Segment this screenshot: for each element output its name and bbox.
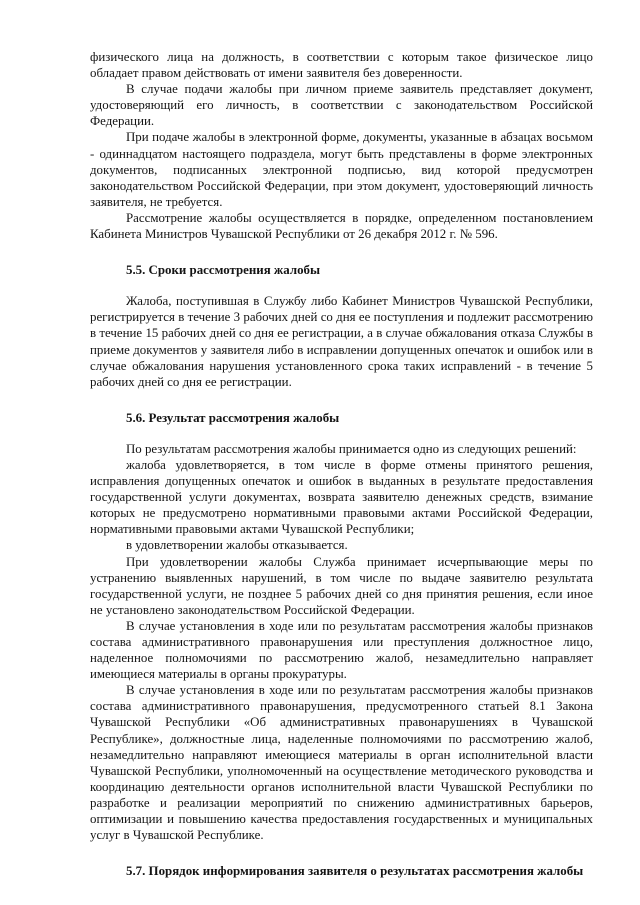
paragraph-decisions-intro: По результатам рассмотрения жалобы принимается одно из следующих решений: bbox=[126, 441, 577, 456]
paragraph-complaint-satisfied: жалоба удовлетворяется, в том числе в форме отмены принятого решения, исправления допущенных опечаток и ошибок в выданных в результате предоставления государственной услуги документах, возврата заявителю денежных средств, взимание которых не предусмотрено нормативными правовыми актами Российской Федерации, нормативными правовыми актами Чувашской Республики; bbox=[90, 457, 593, 537]
paragraph-prosecution-referral: В случае установления в ходе или по результатам рассмотрения жалобы признаков состава административного правонарушения или преступления должностное лицо, наделенное полномочиями по рассмотрению жалоб, незамедлительно направляет имеющиеся материалы в органы прокуратуры. bbox=[90, 618, 593, 682]
paragraph-complaint-rejected: в удовлетворении жалобы отказывается. bbox=[126, 538, 348, 553]
paragraph-administrative-referral: В случае установления в ходе или по результатам рассмотрения жалобы признаков состава административного правонарушения, предусмотренного статьей 8.1 Закона Чувашской Республики «Об административных правонарушениях в Чувашской Республике», должностные лица, наделенные полномочиями по рассмотрению жалоб, незамедлительно направляют имеющиеся материалы в орган исполнительной власти Чувашской Республики, уполномоченный на осуществление методического руководства и координацию деятельности органов исполнительной власти Чувашской Республики по разработке и реализации мероприятий по снижению административных барьеров, оптимизации и повышению качества предоставления государственных и муниципальных услуг в Чувашской Республике. bbox=[90, 683, 593, 843]
section-heading-5-5: 5.5. Сроки рассмотрения жалобы bbox=[126, 263, 321, 278]
paragraph-representative-authority: физического лица на должность, в соответствии с которым такое физическое лицо обладает правом действовать от имени заявителя без доверенности. bbox=[90, 50, 593, 81]
section-heading-5-7: 5.7. Порядок информирования заявителя о результатах рассмотрения жалобы bbox=[126, 864, 584, 879]
paragraph-review-procedure: Рассмотрение жалобы осуществляется в порядке, определенном постановлением Кабинета Министров Чувашской Республики от 26 декабря 2012 г. № 596. bbox=[90, 210, 593, 242]
paragraph-electronic-form: При подаче жалобы в электронной форме, документы, указанные в абзацах восьмом - одиннадцатом настоящего подраздела, могут быть представлены в форме электронных документов, подписанных электронной подписью, вид которой предусмотрен законодательством Российской Федерации, при этом документ, удостоверяющий личность заявителя, не требуется. bbox=[90, 130, 593, 209]
section-heading-5-6: 5.6. Результат рассмотрения жалобы bbox=[126, 410, 340, 425]
paragraph-personal-reception: В случае подачи жалобы при личном приеме заявитель представляет документ, удостоверяющий его личность, в соответствии с законодательством Российской Федерации. bbox=[90, 82, 593, 129]
paragraph-review-deadlines: Жалоба, поступившая в Службу либо Кабинет Министров Чувашской Республики, регистрируется в течение 3 рабочих дней со дня ее поступления и подлежит рассмотрению в течение 15 рабочих дней со дня ее регистрации, а в случае обжалования отказа Службы в приеме документов у заявителя либо в исправлении допущенных опечаток и ошибок или в случае обжалования нарушения установленного срока таких исправлений - в течение 5 рабочих дней со дня ее регистрации. bbox=[90, 294, 593, 389]
paragraph-satisfaction-measures: При удовлетворении жалобы Служба принимает исчерпывающие меры по устранению выявленных нарушений, в том числе по выдаче заявителю результата государственной услуги, не позднее 5 рабочих дней со дня принятия решения, если иное не установлено законодательством Российской Федерации. bbox=[90, 554, 593, 617]
document-body bbox=[90, 49, 593, 879]
